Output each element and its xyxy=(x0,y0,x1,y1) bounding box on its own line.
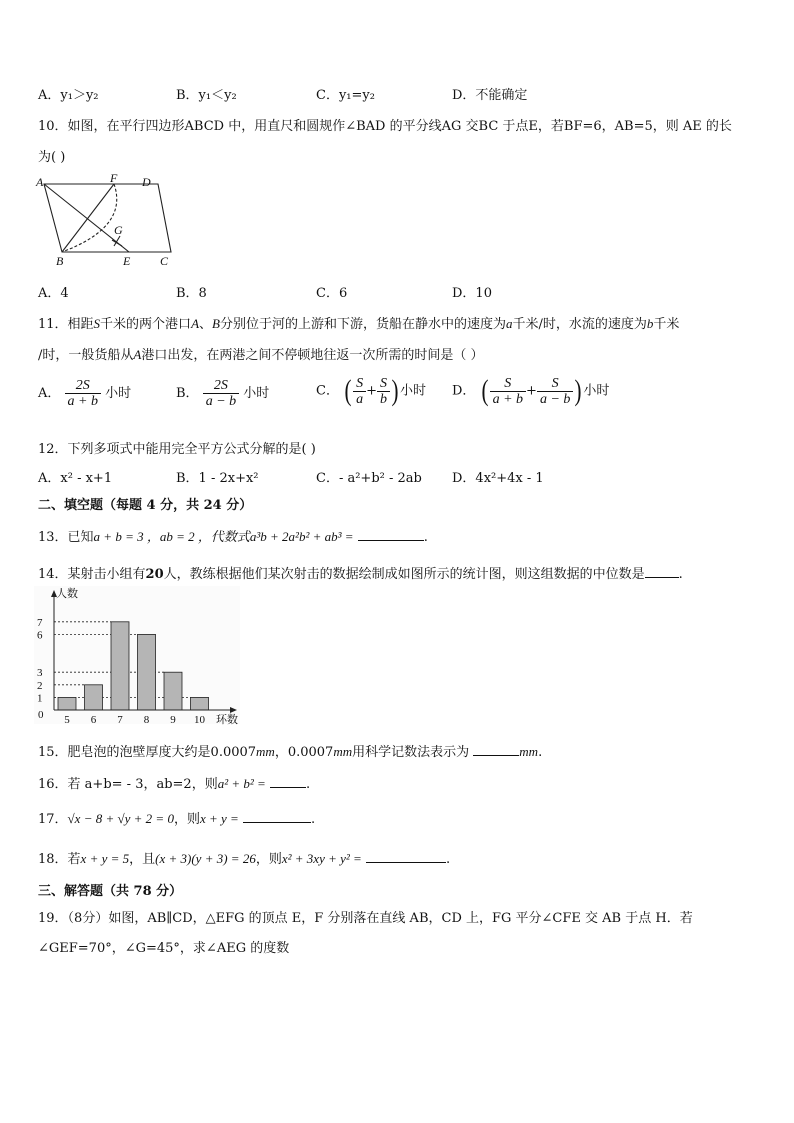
label-A: A xyxy=(36,175,44,189)
q18-answer-blank[interactable] xyxy=(366,862,446,863)
chart-y-tick-label: 6 xyxy=(37,629,43,642)
chart-x-tick-label: 9 xyxy=(170,714,176,726)
chart-bar-7 xyxy=(111,622,129,710)
label-F: F xyxy=(110,172,118,185)
q10-option-d[interactable]: D．10 xyxy=(452,286,492,301)
q10-text-line1: 10．如图，在平行四边形ABCD 中，用直尺和圆规作∠BAD 的平分线AG 交BC 于点E，若BF=6，AB=5，则 AE 的长 xyxy=(38,119,732,134)
q10-parallelogram-figure xyxy=(34,172,174,268)
q9-option-a[interactable]: A．y₁＞y₂ xyxy=(38,88,99,103)
q12-option-d[interactable]: D．4x²+4x - 1 xyxy=(452,471,544,486)
chart-bar-8 xyxy=(138,634,156,710)
q10-option-c[interactable]: C．6 xyxy=(316,286,348,301)
chart-x-tick-label: 8 xyxy=(143,714,150,726)
q9-option-d[interactable]: D．不能确定 xyxy=(452,88,528,103)
q10-text-line2: 为( ) xyxy=(38,150,66,165)
q13-answer-blank[interactable] xyxy=(358,540,424,541)
q11-option-c[interactable]: C． ( $\frac{S}{a}$ + $\frac{S}{b}$ ) 小时 xyxy=(316,374,427,407)
q10-option-a[interactable]: A．4 xyxy=(38,286,69,301)
chart-x-tick-label: 10 xyxy=(194,714,205,726)
label-B: B xyxy=(56,254,64,268)
q11-option-d[interactable]: D． ( $\frac{S}{a + b}$ + $\frac{S}{a - b}$ ) 小时 xyxy=(452,374,610,407)
q16-answer-blank[interactable] xyxy=(270,787,306,788)
q19-text-line2: ∠GEF=70°，∠G=45°，求∠AEG 的度数 xyxy=(38,941,290,956)
chart-y-tick-label: 3 xyxy=(37,667,43,680)
q12-option-b[interactable]: B．1 - 2x+x² xyxy=(176,471,259,486)
q11-option-b[interactable]: B． $\frac{2S}{a - b}$ 小时 xyxy=(176,378,270,409)
q9-option-c[interactable]: C．y₁=y₂ xyxy=(316,88,375,103)
chart-xlabel: 环数 xyxy=(216,714,238,726)
label-D: D xyxy=(142,175,151,189)
q15-answer-blank[interactable] xyxy=(473,755,519,756)
chart-bar-6 xyxy=(85,685,103,710)
label-G: G xyxy=(114,223,123,237)
q19-text-line1: 19．（8分）如图，AB∥CD，△EFG 的顶点 E，F 分别落在直线 AB，CD 上，FG 平分∠CFE 交 AB 于点 H．若 xyxy=(38,911,693,926)
chart-y-tick-label: 1 xyxy=(37,692,43,705)
label-C: C xyxy=(160,254,169,268)
chart-bar-9 xyxy=(164,672,182,710)
chart-y-tick-label: 0 xyxy=(38,709,44,721)
q11-option-a[interactable]: A． $\frac{2S}{a + b}$ 小时 xyxy=(38,378,132,409)
q10-option-b[interactable]: B．8 xyxy=(176,286,207,301)
chart-ylabel: 人数 xyxy=(56,588,78,600)
q18-text: 18．若x + y = 5，且(x + 3)(y + 3) = 26，则x² + 3xy + y² = . xyxy=(38,851,451,867)
chart-bar-10 xyxy=(191,697,209,710)
q14-text: 14．某射击小组有20人，教练根据他们某次射击的数据绘制成如图所示的统计图，则这组数据的中位数是 . xyxy=(38,567,683,582)
q11-text-line1: 11．相距S千米的两个港口A、B分别位于河的上游和下游，货船在静水中的速度为a千米/时，水流的速度为b千米 xyxy=(38,316,680,332)
q12-option-c[interactable]: C．- a²+b² - 2ab xyxy=(316,471,422,486)
q12-option-a[interactable]: A．x² - x+1 xyxy=(38,471,113,486)
chart-bar-5 xyxy=(58,697,76,710)
q17-text: 17．√x − 8 + √y + 2 = 0，则x + y = . xyxy=(38,811,316,827)
chart-x-tick-label: 6 xyxy=(90,714,97,726)
chart-y-tick-label: 7 xyxy=(37,616,43,629)
label-E: E xyxy=(123,254,131,268)
q9-option-b[interactable]: B．y₁＜y₂ xyxy=(176,88,237,103)
q15-text: 15．肥皂泡的泡壁厚度大约是0.0007mm，0.0007mm用科学记数法表示为 mm. xyxy=(38,744,543,760)
q17-answer-blank[interactable] xyxy=(243,822,311,823)
section-2-heading: 二、填空题（每题 4 分，共 24 分） xyxy=(38,498,253,513)
q16-text: 16．若 a+b= - 3，ab=2，则a² + b² = . xyxy=(38,776,311,792)
chart-x-tick-label: 5 xyxy=(64,714,70,726)
q14-bar-chart xyxy=(34,586,244,726)
q12-text: 12．下列多项式中能用完全平方公式分解的是( ) xyxy=(38,442,316,457)
chart-x-tick-label: 7 xyxy=(117,714,123,726)
chart-y-tick-label: 2 xyxy=(37,679,43,692)
section-3-heading: 三、解答题（共 78 分） xyxy=(38,884,183,899)
q13-text: 13．已知a + b = 3 ，ab = 2 ，代数式a³b + 2a²b² + ab³ = . xyxy=(38,529,428,545)
q11-text-line2: /时，一般货船从A港口出发，在两港之间不停顿地往返一次所需的时间是（ ） xyxy=(38,347,484,363)
q14-answer-blank[interactable] xyxy=(645,577,679,578)
